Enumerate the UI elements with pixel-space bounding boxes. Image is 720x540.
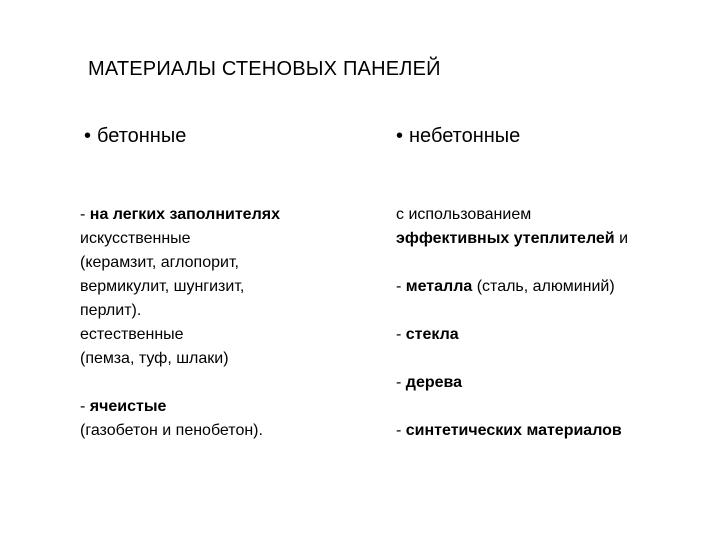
artificial-list-line-2: вермикулит, шунгизит,	[80, 278, 245, 295]
bullet-marker: •	[84, 125, 92, 147]
material-item-wood	[396, 371, 628, 395]
bullet-non-concrete	[396, 125, 520, 148]
cellular-details: (газобетон и пенобетон).	[80, 422, 263, 439]
bullet-non-concrete-label: небетонные	[409, 125, 521, 147]
dash-prefix: -	[396, 422, 406, 439]
bullet-concrete	[84, 125, 186, 148]
intro-line-2-rest: и	[614, 230, 629, 247]
artificial-label: искусственные	[80, 230, 191, 247]
material-item-glass	[396, 323, 628, 347]
cellular-heading	[80, 395, 280, 419]
bullet-marker: •	[396, 125, 404, 147]
artificial-list-line-1: (керамзит, аглопорит,	[80, 254, 239, 271]
dash-prefix: -	[80, 398, 90, 415]
bullet-concrete-label: бетонные	[97, 125, 187, 147]
intro-line-1: с использованием	[396, 206, 532, 223]
light-fillers-heading-text: на легких заполнителях	[89, 206, 280, 223]
light-fillers-heading	[80, 203, 280, 227]
slide-title: МАТЕРИАЛЫ СТЕНОВЫХ ПАНЕЛЕЙ	[88, 58, 441, 80]
material-name: синтетических материалов	[405, 422, 622, 439]
natural-label: естественные	[80, 326, 184, 343]
insulation-text: эффективных утеплителей	[396, 230, 615, 247]
non-concrete-types-column	[396, 203, 628, 443]
intro-line-2	[396, 227, 628, 251]
cellular-heading-text: ячеистые	[89, 398, 167, 415]
material-name: стекла	[405, 326, 459, 343]
concrete-types-column	[80, 203, 280, 443]
material-details: (сталь, алюминий)	[472, 278, 615, 295]
material-name: дерева	[405, 374, 463, 391]
dash-prefix: -	[396, 278, 406, 295]
material-name: металла	[405, 278, 473, 295]
dash-prefix: -	[396, 374, 406, 391]
material-item-metal	[396, 275, 628, 299]
dash-prefix: -	[396, 326, 406, 343]
dash-prefix: -	[80, 206, 90, 223]
material-item-synthetic	[396, 419, 628, 443]
natural-list: (пемза, туф, шлаки)	[80, 350, 229, 367]
artificial-list-line-3: перлит).	[80, 302, 142, 319]
